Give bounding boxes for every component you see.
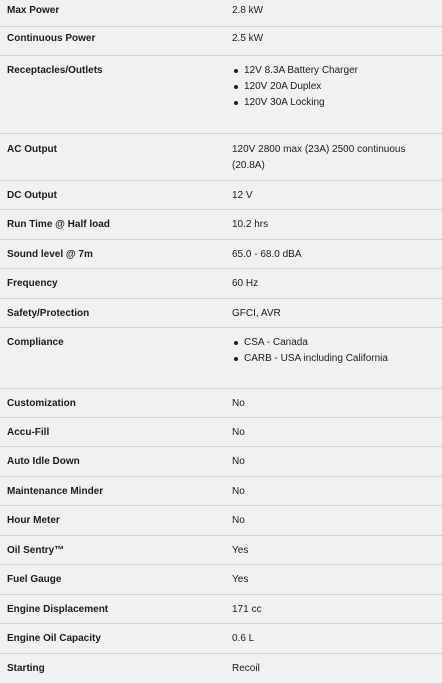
- spec-label: AC Output: [7, 144, 57, 155]
- spec-label: Safety/Protection: [7, 308, 90, 319]
- spec-row-max-power: [0, 0, 442, 26]
- spec-value: No: [232, 515, 245, 526]
- spec-label: DC Output: [7, 190, 57, 201]
- spec-label: Oil Sentry™: [7, 545, 65, 556]
- spec-label: Engine Displacement: [7, 604, 109, 615]
- spec-value: 65.0 - 68.0 dBA: [232, 249, 302, 260]
- spec-row-starting: [0, 653, 442, 683]
- spec-label: Auto Idle Down: [7, 456, 80, 467]
- spec-label: Fuel Gauge: [7, 574, 62, 585]
- spec-row-accu-fill: [0, 417, 442, 446]
- spec-value: Yes: [232, 545, 249, 556]
- spec-label: Accu-Fill: [7, 427, 50, 438]
- spec-row-frequency: [0, 268, 442, 298]
- spec-value: Recoil: [232, 663, 260, 674]
- spec-row-run-time: [0, 209, 442, 239]
- spec-value: No: [232, 398, 245, 409]
- spec-value: 12 V: [232, 190, 253, 201]
- spec-row-customization: [0, 388, 442, 417]
- spec-row-engine-oil-capacity: [0, 623, 442, 653]
- spec-value: Yes: [232, 574, 249, 585]
- spec-value: GFCI, AVR: [232, 308, 281, 319]
- spec-value: 120V 2800 max (23A) 2500 continuous (20.8A): [232, 144, 406, 171]
- spec-label: Sound level @ 7m: [7, 249, 93, 260]
- spec-row-ac-output: [0, 133, 442, 180]
- spec-label: Engine Oil Capacity: [7, 633, 101, 644]
- compliance-list-item: CSA - Canada: [232, 335, 420, 351]
- spec-value: 2.5 kW: [232, 33, 264, 44]
- spec-row-maintenance-minder: [0, 476, 442, 505]
- outlet-list-item: 120V 30A Locking: [232, 95, 420, 111]
- spec-label: Continuous Power: [7, 33, 96, 44]
- spec-row-oil-sentry: [0, 535, 442, 564]
- spec-row-fuel-gauge: [0, 564, 442, 594]
- spec-value: No: [232, 486, 245, 497]
- outlet-list: [232, 63, 420, 111]
- spec-row-safety: [0, 298, 442, 327]
- spec-value: 0.6 L: [232, 633, 255, 644]
- spec-row-continuous-power: [0, 26, 442, 55]
- spec-value: 2.8 kW: [232, 5, 264, 16]
- spec-value: 60 Hz: [232, 278, 259, 289]
- spec-label: Compliance: [7, 337, 64, 348]
- spec-row-hour-meter: [0, 505, 442, 535]
- spec-value: No: [232, 427, 245, 438]
- spec-value: 10.2 hrs: [232, 219, 269, 230]
- spec-value: No: [232, 456, 245, 467]
- spec-label: Frequency: [7, 278, 58, 289]
- compliance-list: [232, 335, 420, 367]
- spec-label: Starting: [7, 663, 45, 674]
- compliance-list-item: CARB - USA including California: [232, 351, 420, 367]
- spec-label: Customization: [7, 398, 76, 409]
- spec-label: Run Time @ Half load: [7, 219, 110, 230]
- spec-label: Maintenance Minder: [7, 486, 104, 497]
- spec-row-receptacles: [0, 55, 442, 133]
- spec-row-engine-displacement: [0, 594, 442, 623]
- spec-row-compliance: [0, 327, 442, 388]
- spec-row-sound-level: [0, 239, 442, 268]
- spec-value: 171 cc: [232, 604, 262, 615]
- spec-row-dc-output: [0, 180, 442, 209]
- spec-label: Max Power: [7, 5, 60, 16]
- outlet-list-item: 12V 8.3A Battery Charger: [232, 63, 420, 79]
- outlet-list-item: 120V 20A Duplex: [232, 79, 420, 95]
- spec-label: Receptacles/Outlets: [7, 65, 103, 76]
- spec-label: Hour Meter: [7, 515, 60, 526]
- spec-row-auto-idle: [0, 446, 442, 476]
